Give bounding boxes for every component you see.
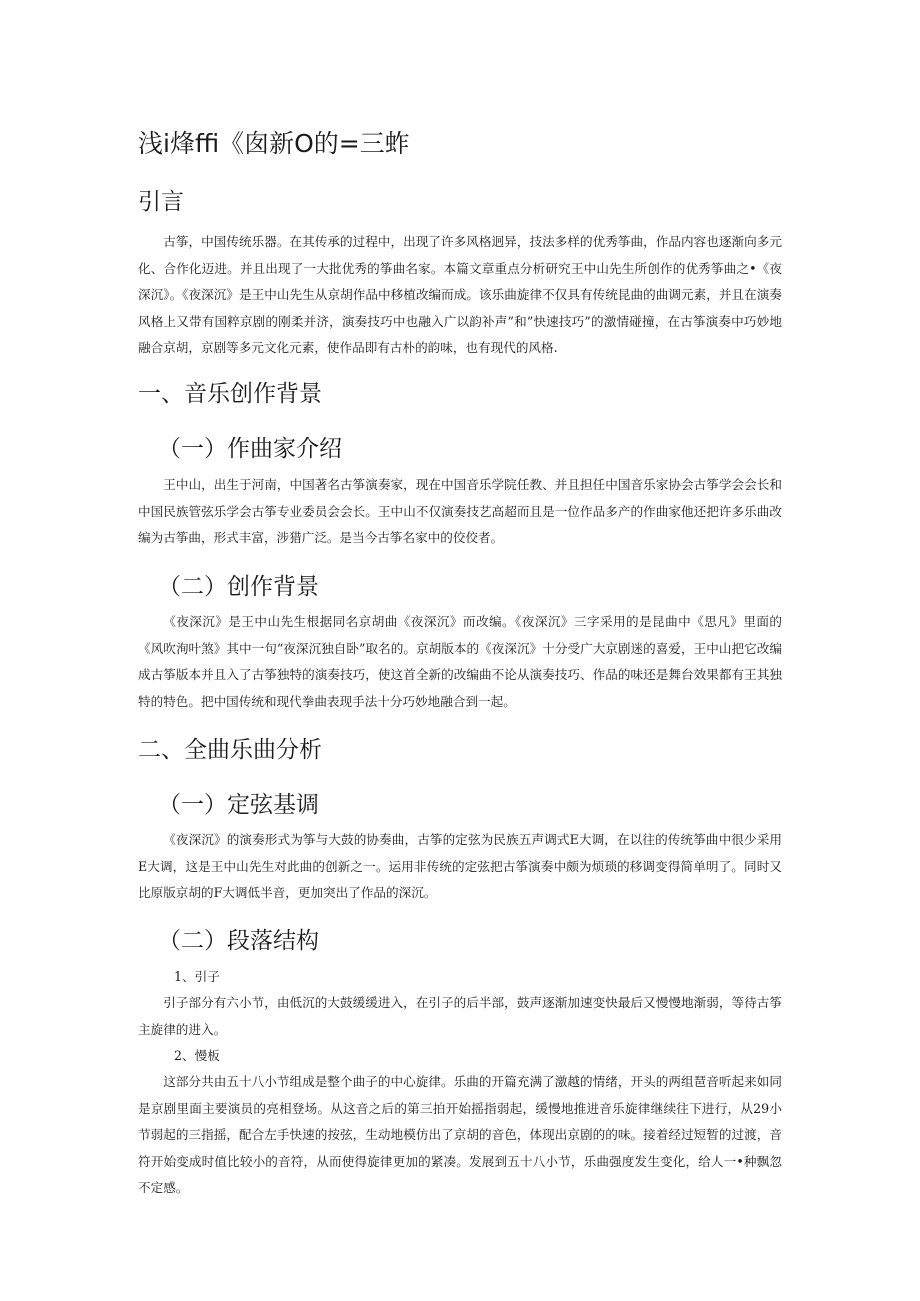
- section1-sub1-heading: （一）作曲家介绍: [158, 436, 342, 462]
- section2-sub1-paragraph: 《夜深沉》的演奏形式为筝与大鼓的协奏曲，古筝的定弦为民族五声调式E大调，在以往的传统筝曲中很少采用E大调，这是王中山先生对此曲的创新之一。运用非传统的定弦把古筝演奏中颇为烦琐的移调变得简单明了。同时又比原版京胡的F大调低半音，更加突出了作品的深沉。: [138, 832, 782, 900]
- section1-sub2-heading: （二）创作背景: [158, 574, 319, 600]
- intro-part-label: 1、引子: [174, 969, 220, 984]
- slow-part-paragraph: 这部分共由五十八小节组成是整个曲子的中心旋律。乐曲的开篇充满了激越的情绪，开头的两组琶音听起来如同是京剧里面主要演员的亮相登场。从这音之后的第三拍开始摇指弱起，缓慢地推进音乐旋律继续往下进行，从29小节弱起的三指摇，配合左手快速的按弦，生动地模仿出了京胡的音色，体现出京剧的的味。接着经过短暂的过渡，音符开始变成时值比较小的音符，从而使得旋律更加的紧凑。发展到五十八小节，乐曲强度发生变化，给人一•种飘忽不定感。: [138, 1074, 782, 1195]
- intro-paragraph: 古筝，中国传统乐器。在其传承的过程中，出现了许多风格迥异，技法多样的优秀筝曲，作品内容也逐渐向多元化、合作化迈进。并且出现了一大批优秀的筝曲名家。本篇文章重点分析研究王中山先生所创作的优秀筝曲之•《夜深沉》。《夜深沉》是王中山先生从京胡作品中移植改编而成。该乐曲旋律不仅具有传统昆曲的曲调元素，并且在演奏风格上又带有国粹京剧的刚柔并济，演奏技巧中也融入广以韵补声”和”快速技巧”的激情碰撞，在古筝演奏中巧妙地融合京胡，京剧等多元文化元素，使作品即有古朴的韵味，也有现代的风格.: [138, 234, 782, 355]
- section2-heading: 二、全曲乐曲分析: [138, 737, 322, 763]
- document-title: 浅i烽ffi《囱新O的=三蚱: [138, 129, 410, 158]
- section1-sub1-paragraph: 王中山，出生于河南，中国著名古筝演奏家，现在中国音乐学院任教、并且担任中国音乐家协会古筝学会会长和中国民族管弦乐学会古筝专业委员会会长。王中山不仅演奏技艺高超而且是一位作品多产的作曲家他还把许多乐曲改编为古筝曲，形式丰富，涉猎广泛。是当今古筝名家中的佼佼者。: [138, 477, 782, 545]
- intro-part-paragraph: 引子部分有六小节，由低沉的大鼓缓缓进入，在引子的后半部，鼓声逐渐加速变快最后又慢慢地渐弱，等待古筝主旋律的进入。: [138, 995, 782, 1037]
- section1-sub2-paragraph: 《夜深沉》是王中山先生根据同名京胡曲《夜深沉》而改编。《夜深沉》三字采用的是昆曲中《思凡》里面的《风吹洵叶煞》其中一句“夜深沉独自卧”取名的。京胡版本的《夜深沉》十分受广大京剧迷的喜爱，王中山把它改编成古筝版本并且入了古筝独特的演奏技巧，使这首全新的改编曲不论从演奏技巧、作品的味还是舞台效果都有王其独特的特色。把中国传统和现代拳曲表现手法十分巧妙地融合到一起。: [138, 614, 782, 709]
- section2-sub1-heading: （一）定弦基调: [158, 792, 319, 818]
- section2-sub2-heading: （二）段落结构: [158, 928, 319, 954]
- section1-heading: 一、音乐创作背景: [138, 381, 322, 407]
- intro-heading: 引言: [138, 189, 184, 215]
- slow-part-label: 2、慢板: [174, 1048, 220, 1063]
